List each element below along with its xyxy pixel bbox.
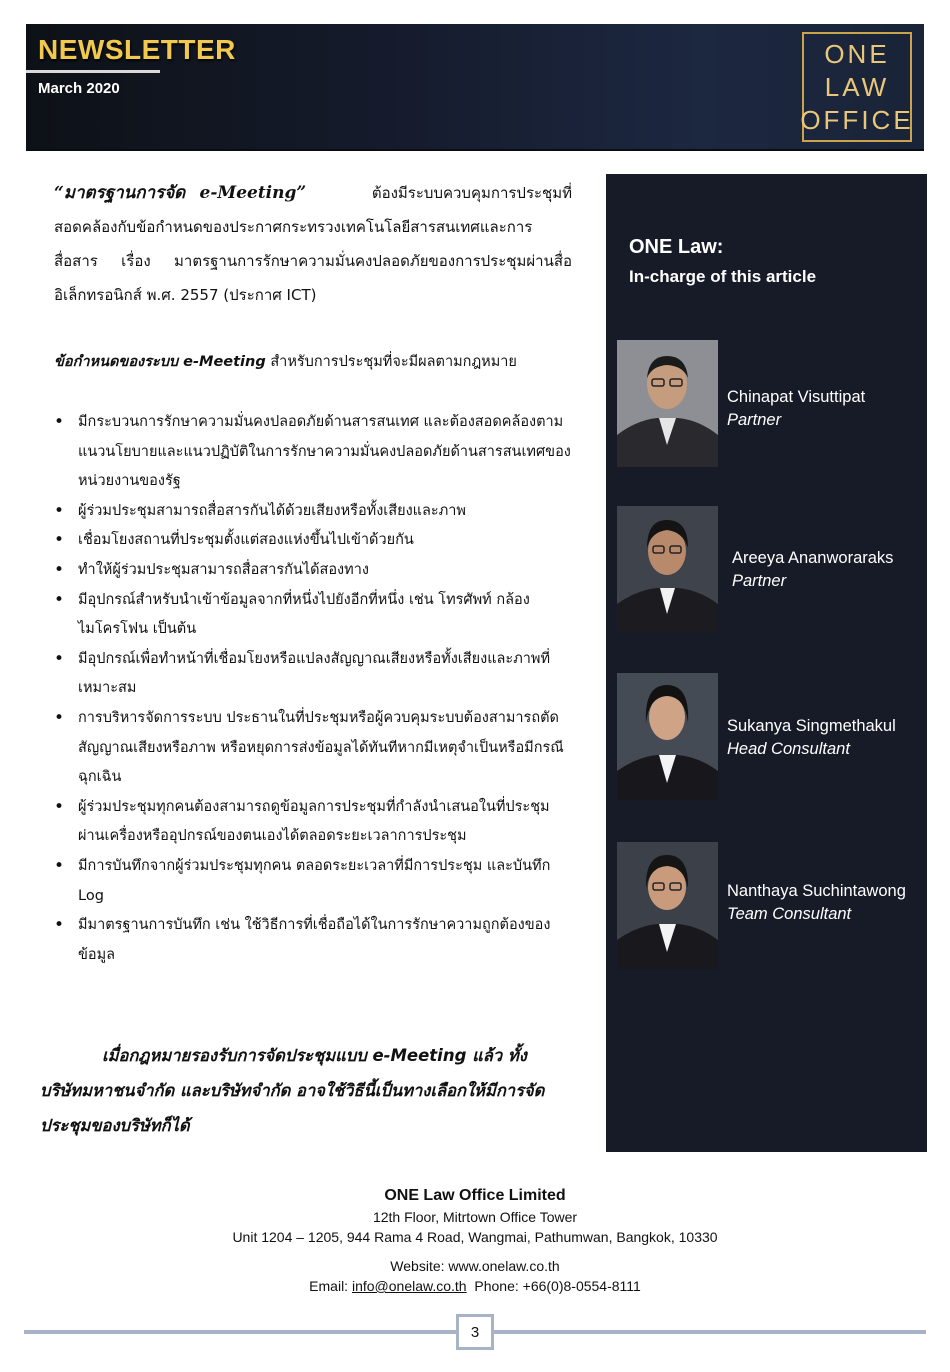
title-underline bbox=[26, 70, 160, 73]
phone: Phone: +66(0)8-0554-8111 bbox=[474, 1278, 641, 1294]
email-label: Email: bbox=[309, 1278, 349, 1294]
requirements-heading bbox=[54, 350, 574, 373]
requirements-heading-bold: ข้อกำหนดของระบบ e-Meeting bbox=[54, 354, 266, 370]
member-name: Sukanya Singmethakul bbox=[727, 717, 896, 735]
newsletter-title: NEWSLETTER bbox=[38, 34, 236, 65]
list-item: • มีกระบวนการรักษาความมั่นคงปลอดภัยด้านสารสนเทศ และต้องสอดคล้องตามแนวนโยบายและแนวปฏิบัติในการรักษาความมั่นคงปลอดภัยด้านสารสนเทศของหน่วยงานของรัฐ bbox=[54, 408, 574, 497]
company-footer bbox=[0, 1186, 950, 1297]
member-role: Partner bbox=[732, 572, 787, 590]
intro-paragraph bbox=[54, 176, 572, 312]
list-item: • ทำให้ผู้ร่วมประชุมสามารถสื่อสารกันได้สองทาง bbox=[54, 556, 574, 586]
member-role: Head Consultant bbox=[727, 740, 850, 758]
member-role: Team Consultant bbox=[727, 905, 852, 923]
logo-line-3: OFFICE bbox=[800, 104, 914, 135]
requirements-list bbox=[54, 408, 574, 970]
newsletter-date: March 2020 bbox=[38, 80, 120, 97]
contact-line bbox=[0, 1276, 950, 1297]
list-item: • เชื่อมโยงสถานที่ประชุมตั้งแต่สองแห่งขึ้นไปเข้าด้วยกัน bbox=[54, 526, 574, 556]
newsletter-header bbox=[26, 24, 924, 151]
list-item: • มีอุปกรณ์สำหรับนำเข้าข้อมูลจากที่หนึ่งไปยังอีกที่หนึ่ง เช่น โทรศัพท์ กล้อง ไมโครโฟน เป็นต้น bbox=[54, 586, 574, 645]
member-name: Areeya Ananworaraks bbox=[732, 549, 894, 567]
logo-line-2: LAW bbox=[824, 71, 890, 102]
team-member-card bbox=[617, 673, 917, 801]
article-team-sidebar bbox=[606, 174, 927, 1152]
sidebar-subtitle: In-charge of this article bbox=[629, 267, 817, 286]
one-law-office-logo bbox=[802, 32, 912, 142]
team-member-card bbox=[617, 842, 917, 970]
email-link[interactable]: info@onelaw.co.th bbox=[351, 1278, 467, 1294]
avatar bbox=[617, 506, 718, 633]
sidebar-heading bbox=[629, 236, 816, 287]
logo-line-1: ONE bbox=[824, 38, 890, 69]
page-number: 3 bbox=[456, 1314, 494, 1350]
team-member-card bbox=[617, 506, 917, 634]
list-item: • การบริหารจัดการระบบ ประธานในที่ประชุมหรือผู้ควบคุมระบบต้องสามารถตัด สัญญาณเสียงหรือภาพ หรือหยุดการส่งข้อมูลได้ทันทีหากมีเหตุจำเป็นหรือมีกรณีฉุกเฉิน bbox=[54, 704, 574, 793]
team-member-card bbox=[617, 340, 917, 468]
closing-statement: เมื่อกฎหมายรองรับการจัดประชุมแบบ e-Meeting แล้ว ทั้งบริษัทมหาชนจำกัด และบริษัทจำกัด อาจใช้วิธีนี้เป็นทางเลือกให้มีการจัดประชุมของบริษัทก็ได้ bbox=[40, 1046, 545, 1135]
avatar bbox=[617, 340, 718, 467]
list-item: • ผู้ร่วมประชุมสามารถสื่อสารกันได้ด้วยเสียงหรือทั้งเสียงและภาพ bbox=[54, 497, 574, 527]
list-item: • มีมาตรฐานการบันทึก เช่น ใช้วิธีการที่เชื่อถือได้ในการรักษาความถูกต้องของข้อมูล bbox=[54, 911, 574, 970]
avatar bbox=[617, 842, 718, 969]
sidebar-title: ONE Law: bbox=[629, 236, 724, 258]
company-name: ONE Law Office Limited bbox=[384, 1187, 566, 1204]
intro-lead: “มาตรฐานการจัด e-Meeting” bbox=[54, 183, 307, 203]
address-line-1: 12th Floor, Mitrtown Office Tower bbox=[372, 1208, 578, 1225]
list-item: • มีอุปกรณ์เพื่อทำหน้าที่เชื่อมโยงหรือแปลงสัญญาณเสียงหรือทั้งเสียงและภาพที่เหมาะสม bbox=[54, 645, 574, 704]
member-name: Nanthaya Suchintawong bbox=[727, 882, 906, 900]
website: Website: www.onelaw.co.th bbox=[390, 1257, 560, 1274]
member-role: Partner bbox=[727, 411, 782, 429]
intro-text: ต้องมีระบบควบคุมการประชุมที่สอดคล้องกับข้อกำหนดของประกาศกระทรวงเทคโนโลยีสารสนเทศและการสื่อสาร เรื่อง มาตรฐานการรักษาความมั่นคงปลอดภัยของการประชุมผ่านสื่ออิเล็กทรอนิกส์ พ.ศ. 2557 (ประกาศ ICT) bbox=[54, 184, 573, 304]
avatar bbox=[617, 673, 718, 800]
list-item: • ผู้ร่วมประชุมทุกคนต้องสามารถดูข้อมูลการประชุมที่กำลังนำเสนอในที่ประชุมผ่านเครื่องหรืออุปกรณ์ของตนเองได้ตลอดระยะเวลาการประชุม bbox=[54, 793, 574, 852]
member-name: Chinapat Visuttipat bbox=[727, 388, 866, 406]
requirements-heading-rest: สำหรับการประชุมที่จะมีผลตามกฎหมาย bbox=[270, 354, 517, 370]
address-line-2: Unit 1204 – 1205, 944 Rama 4 Road, Wangmai, Pathumwan, Bangkok, 10330 bbox=[232, 1229, 718, 1245]
list-item: • มีการบันทึกจากผู้ร่วมประชุมทุกคน ตลอดระยะเวลาที่มีการประชุม และบันทึก Log bbox=[54, 852, 574, 911]
